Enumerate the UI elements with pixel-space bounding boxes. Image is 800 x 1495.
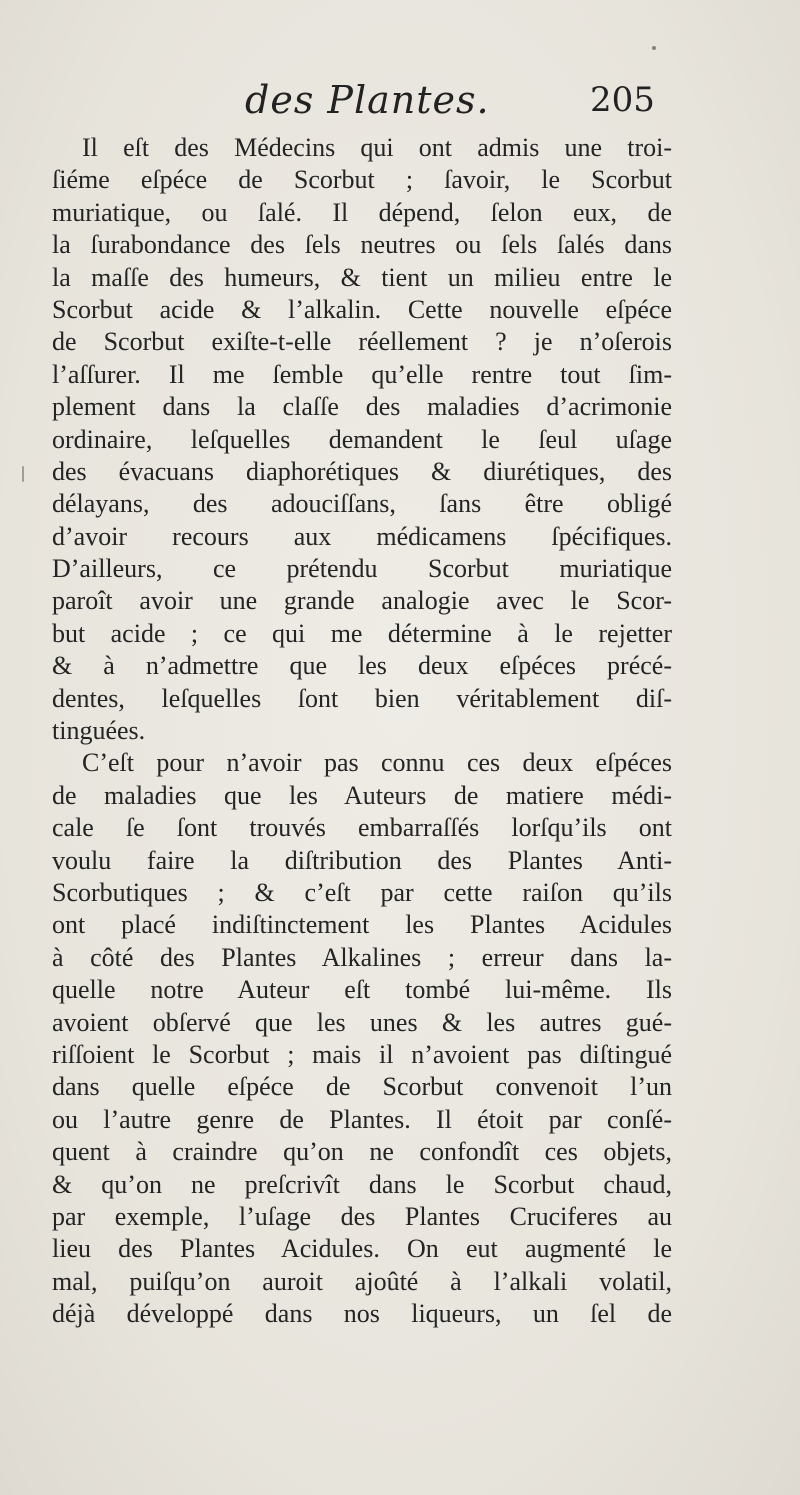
text-line: muriatique, ou ſalé. Il dépend, ſelon eux, de xyxy=(52,197,672,227)
text-line: quelle notre Auteur eſt tombé lui-même. Ils xyxy=(52,975,672,1005)
page-number: 205 xyxy=(590,80,655,120)
body-text xyxy=(52,132,672,1330)
text-line: des évacuans diaphorétiques & diurétiques, des xyxy=(52,456,672,486)
text-line: Il eſt des Médecins qui ont admis une troi- xyxy=(82,133,672,162)
text-line: Scorbut acide & l’alkalin. Cette nouvelle eſpéce xyxy=(52,294,672,324)
text-line: l’aſſurer. Il me ſemble qu’elle rentre tout ſim- xyxy=(52,359,672,389)
text-line: dentes, leſquelles ſont bien véritablement diſ- xyxy=(52,683,672,713)
text-line: dans quelle eſpéce de Scorbut convenoit l’un xyxy=(52,1072,672,1102)
paper-speck xyxy=(22,466,24,482)
text-line: ont placé indiſtinctement les Plantes Acidules xyxy=(52,910,672,940)
text-line: plement dans la claſſe des maladies d’acrimonie xyxy=(52,392,672,422)
text-line: déjà développé dans nos liqueurs, un ſel de xyxy=(52,1299,672,1329)
text-line: & qu’on ne preſcrivît dans le Scorbut chaud, xyxy=(52,1169,672,1199)
text-line: d’avoir recours aux médicamens ſpécifiques. xyxy=(52,521,672,551)
text-line: voulu faire la diſtribution des Plantes Anti- xyxy=(52,845,672,875)
text-line: quent à craindre qu’on ne confondît ces objets, xyxy=(52,1137,672,1167)
text-line: Scorbutiques ; & c’eſt par cette raiſon qu’ils xyxy=(52,877,672,907)
text-line: but acide ; ce qui me détermine à le rejetter xyxy=(52,618,672,648)
text-line: paroît avoir une grande analogie avec le Scor- xyxy=(52,586,672,616)
text-line: ſiéme eſpéce de Scorbut ; ſavoir, le Scorbut xyxy=(52,165,672,195)
text-line: à côté des Plantes Alkalines ; erreur dans la- xyxy=(52,942,672,972)
text-line: lieu des Plantes Acidules. On eut augmenté le xyxy=(52,1234,672,1264)
text-line: la maſſe des humeurs, & tient un milieu entre le xyxy=(52,262,672,292)
text-line: tinguées. xyxy=(52,716,146,746)
text-line: ordinaire, leſquelles demandent le ſeul uſage xyxy=(52,424,672,454)
text-line: délayans, des adouciſſans, ſans être obligé xyxy=(52,489,672,519)
text-line: cale ſe ſont trouvés embarraſſés lorſqu’ils ont xyxy=(52,813,672,843)
text-line: C’eſt pour n’avoir pas connu ces deux eſpéces xyxy=(82,748,672,778)
text-line: de maladies que les Auteurs de matiere médi- xyxy=(52,780,672,810)
text-line: de Scorbut exiſte-t-elle réellement ? je n’oſerois xyxy=(52,327,672,357)
text-line: la ſurabondance des ſels neutres ou ſels ſalés dans xyxy=(52,230,672,260)
page-header xyxy=(0,72,800,132)
text-line: par exemple, l’uſage des Plantes Cruciferes au xyxy=(52,1201,672,1231)
text-line: ou l’autre genre de Plantes. Il étoit par conſé- xyxy=(52,1104,672,1134)
text-line: riſſoient le Scorbut ; mais il n’avoient pas diſtingué xyxy=(52,1039,672,1069)
text-line: mal, puiſqu’on auroit ajoûté à l’alkali volatil, xyxy=(52,1266,672,1296)
text-line: D’ailleurs, ce prétendu Scorbut muriatique xyxy=(52,554,672,584)
text-line: avoient obſervé que les unes & les autres gué- xyxy=(52,1007,672,1037)
text-line: & à n’admettre que les deux eſpéces précé- xyxy=(52,651,672,681)
paper-speck xyxy=(652,46,656,50)
running-title: des Plantes. xyxy=(245,78,490,122)
